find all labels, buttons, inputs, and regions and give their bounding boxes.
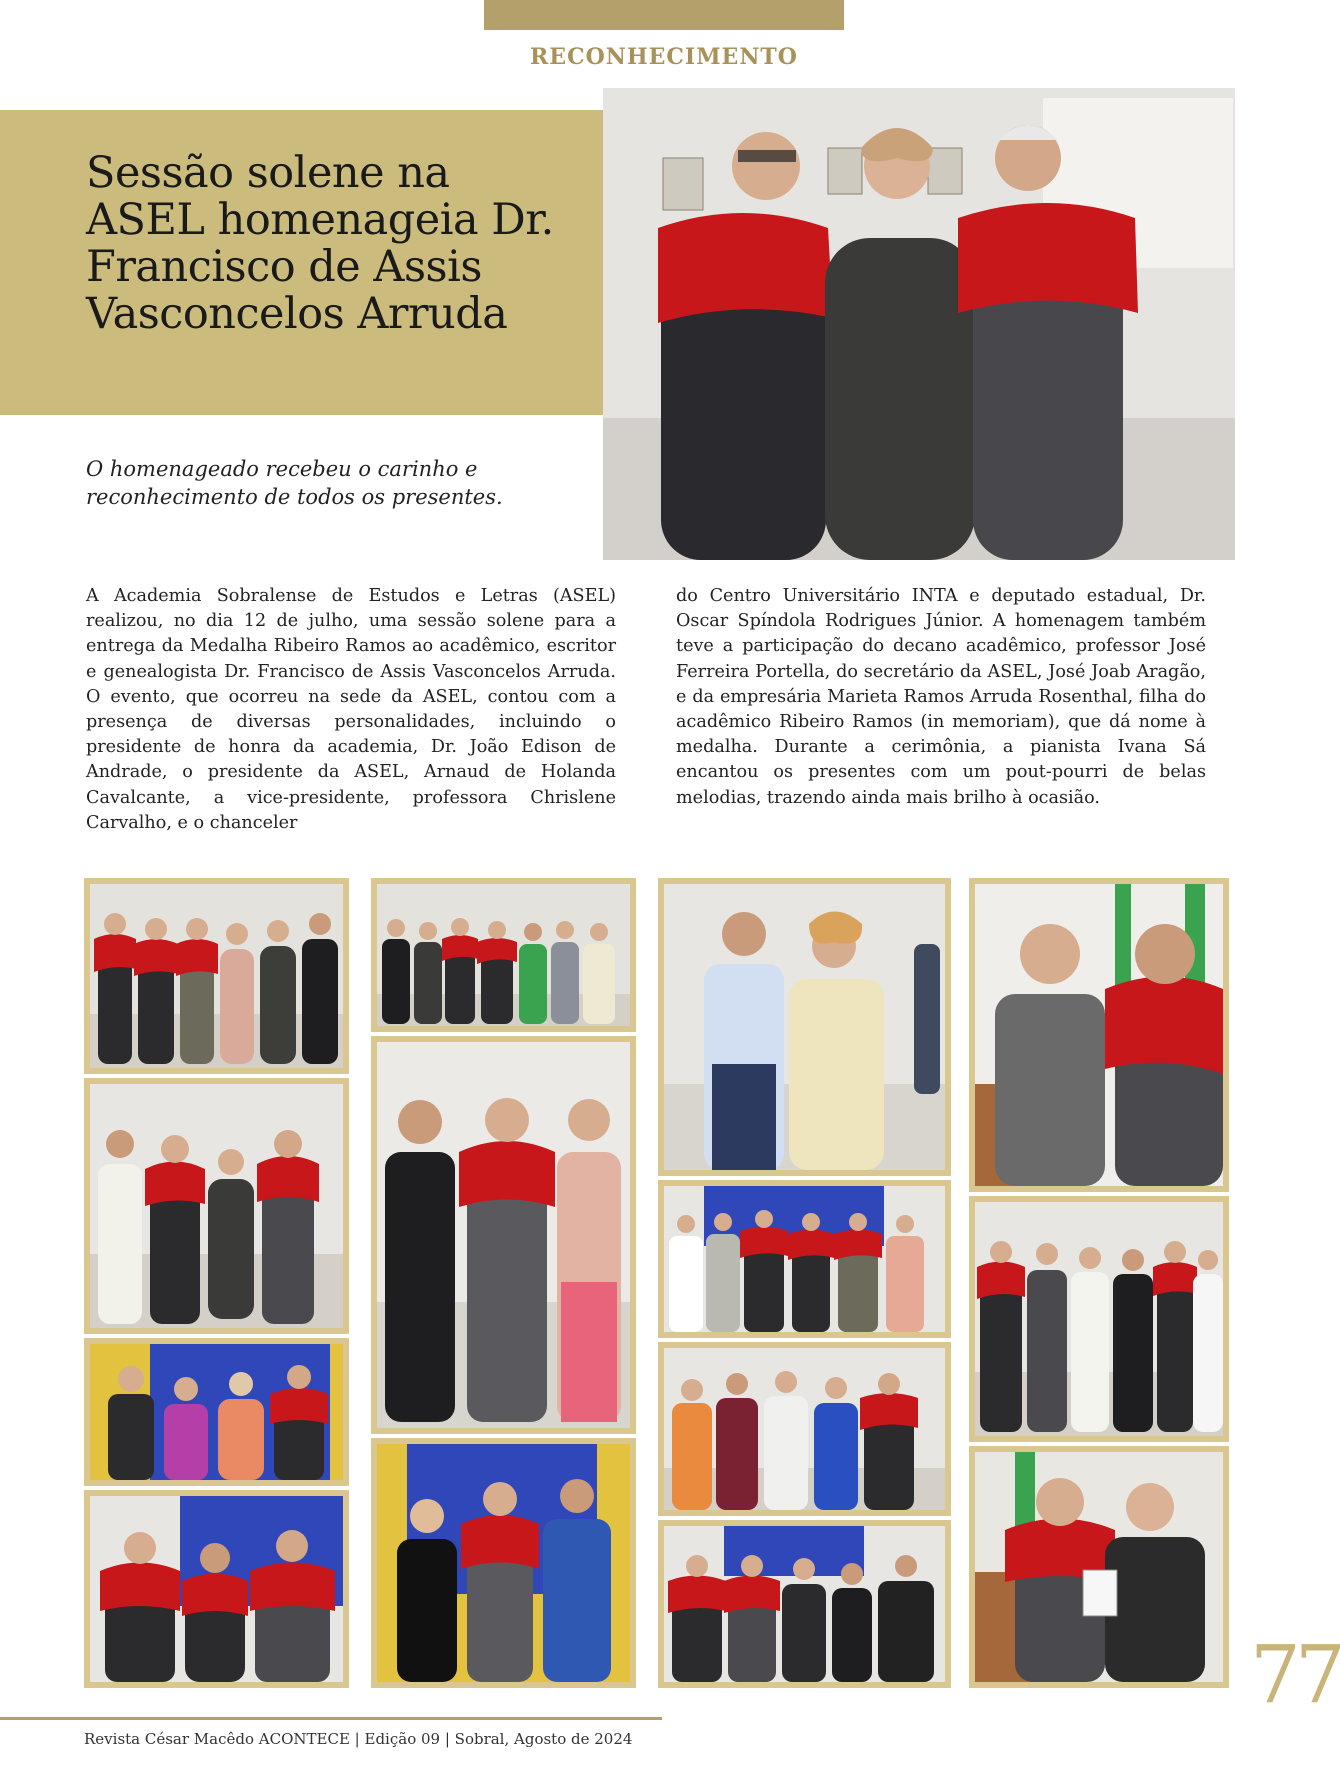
footer-credit: Revista César Macêdo ACONTECE | Edição 09 | Sobral, Agosto de 2024	[84, 1730, 633, 1748]
article-title: Sessão solene na ASEL homenageia Dr. Francisco de Assis Vasconcelos Arruda	[86, 148, 554, 339]
collage-photo	[658, 878, 951, 1176]
hero-photo-illustration	[603, 88, 1235, 560]
group-photo-illustration	[377, 1042, 630, 1428]
page-number: 77	[1250, 1628, 1340, 1721]
collage-photo	[84, 1338, 349, 1486]
group-photo-illustration	[664, 1348, 945, 1510]
section-label: RECONHECIMENTO	[530, 44, 798, 70]
collage-photo	[371, 1036, 636, 1434]
collage-photo	[84, 1078, 349, 1334]
collage-photo	[969, 1196, 1229, 1442]
article-subtitle: O homenageado recebeu o carinho e reconhecimento de todos os presentes.	[86, 457, 503, 509]
group-photo-illustration	[90, 1496, 343, 1682]
body-column-2: do Centro Universitário INTA e deputado estadual, Dr. Oscar Spíndola Rodrigues Júnior. A homenagem também teve a participação do decano acadêmico, professor José Ferreira Portella, do secretário da ASEL, José Joab Aragão, e da empresária Marieta Ramos Arruda Rosenthal, filha do acadêmico Ribeiro Ramos (in memoriam), que dá nome à medalha. Durante a cerimônia, a pianista Ivana Sá encantou os presentes com um pout-pourri de belas melodias, trazendo ainda mais brilho à ocasião.	[676, 586, 1206, 808]
collage-photo	[969, 1446, 1229, 1688]
collage-photo	[658, 1520, 951, 1688]
body-column-1: A Academia Sobralense de Estudos e Letras (ASEL) realizou, no dia 12 de julho, uma sessão solene para a entrega da Medalha Ribeiro Ramos ao acadêmico, escritor e genealogista Dr. Francisco de Assis Vasconcelos Arruda. O evento, que ocorreu na sede da ASEL, contou com a presença de diversas personalidades, incluindo o presidente de honra da academia, Dr. João Edison de Andrade, o presidente da ASEL, Arnaud de Holanda Cavalcante, a vice-presidente, professora Chrislene Carvalho, e o chanceler	[86, 586, 616, 833]
top-accent-bar	[484, 0, 844, 30]
group-photo-illustration	[975, 1452, 1223, 1682]
collage-photo	[84, 1490, 349, 1688]
group-photo-illustration	[90, 884, 343, 1068]
collage-photo	[371, 878, 636, 1032]
group-photo-illustration	[90, 1344, 343, 1480]
group-photo-illustration	[975, 1202, 1223, 1436]
group-photo-illustration	[377, 884, 630, 1026]
collage-photo	[658, 1342, 951, 1516]
group-photo-illustration	[975, 884, 1223, 1186]
collage-photo	[84, 878, 349, 1074]
collage-photo	[969, 878, 1229, 1192]
footer-divider	[0, 1717, 662, 1720]
hero-photo	[603, 88, 1235, 560]
group-photo-illustration	[664, 884, 945, 1170]
collage-photo	[658, 1180, 951, 1338]
group-photo-illustration	[664, 1526, 945, 1682]
group-photo-illustration	[90, 1084, 343, 1328]
group-photo-illustration	[377, 1444, 630, 1682]
collage-photo	[371, 1438, 636, 1688]
group-photo-illustration	[664, 1186, 945, 1332]
